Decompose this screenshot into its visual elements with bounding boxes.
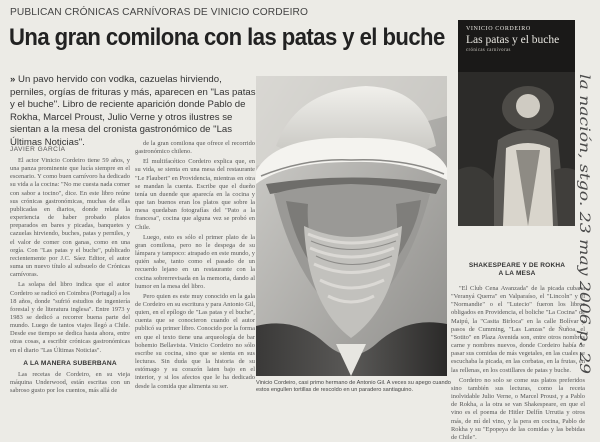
section-subhead: A LA MANERA SUBERBANA [23,359,117,367]
body-paragraph: El multifacético Cordeiro explica que, en su vida, se sienta en una mesa del restaurante "Le Flaubert" en Providencia, mientras en otra se mandan la cuenta. Escribe que el dueño tenía un duende que aparecía en la cocina y que tan buenos eran los platos que sobre la mesa quedaban fotografías del "Pato a la francesa", cocina que alguna vez se probó en Chile. [135,158,255,231]
lead-marker: » [10,74,19,85]
body-column-1 [10,157,130,400]
author-photo-image [256,76,447,376]
body-paragraph: El actor Vinicio Cordeiro tiene 59 años, y una panza prominente que lucía siempre en el escenario. Y como buen carnívoro ha dedicado su vida a la cocina: "No me cuesta nada comer con sabor a tocino", dice. En este libro reúne sus crónicas gastronómicas, muchas de ellas publicadas en diarios, donde relata la experiencia de haber probado platos preparados en bares y picadas, banquetes y cazuelas hirviendo, buches, patas y perniles, y el valor de comer con ganas, como en una orgía. Con "Las patas y el buche", publicado recientemente por J.C. Sáez Editor, el autor suma un nuevo título al subsuelo de Crónicas carnívoras. [10,157,130,279]
handwritten-note [556,70,596,380]
handwritten-note-text: la nación, stgo. 23 may 2006 p. 29 [576,74,592,310]
lead-text: Un pavo hervido con vodka, cazuelas hirviendo, perniles, orgías de frituras y más, aparecen en "Las patas y el buche". Libro de reciente aparición donde Pablo de Rokha, Marcel Proust, Julio Verne y otros ilustres se sientan a la mesa del cronista gastronómico de "Las Últimas Noticias". [10,74,256,148]
sidebar-paragraph: "El Club Cena Avanzada" de la picada cubana "Veranyá Querra" en Valparaíso, el "Lincoln" y el "Normandie" o el "Lutecio" fueron los libros obligados en Providencia, el boliche "La Cocina" de Maipú, la "Casita Birloca" en la calle Bolívar y pasos de Cumming, "Las Lanzas" de Ñuñoa, el "Sotito" en Plaza Avenida son, entre otros nombres carne y nombres nuevos, donde Cordeiro había de pasar sus comidas de más vegetales, en las cuales se escuchaba la picada, en las corbatas, en la frutas, en las rellenas, en los costillares de patas y buche. [451,285,585,374]
body-paragraph: de la gran comilona que ofrece el recorrido gastronómico chileno. [135,140,255,156]
book-title-block [466,26,571,53]
byline: JAVIER GARCÍA [10,146,66,153]
sidebar-heading: SHAKESPEARE Y DE ROKHA A LA MESA [468,262,566,277]
headline: Una gran comilona con las patas y el buche [9,24,445,51]
book-author: VINICIO CORDEIRO [466,26,531,32]
body-paragraph: Pero quien es este muy conocido en la gala de Cordeiro en su escritura y para Antonio Gil, quien, en el epílogo de "Las patas y el buche", cuenta que se conocieron cuando el autor publicó su primer libro. Conocido por la forma en que el texto tiene una arqueología de bar bohemio Bellavista. Vinicio Cordeiro no sólo escribe su cocina, sino que se sienta en sus lecturas. Sin duda que la historia de su estómago y su corazón laten bajo en el interior, y si los afectos que le ha dedicado desde la comida que alimenta su ser. [135,292,255,390]
body-column-2 [135,140,255,400]
body-paragraph: Las recetas de Cordeiro, en su vieja máquina Underwood, están escritas con un sabroso gusto por los cuentos, más allá de [10,370,130,395]
sidebar-paragraph: Cordeiro no solo se come sus platos preferidos sino también sus lecturas, como la receta inolvidable Julio Verne, o Marcel Proust, y a Pablo de Rokha, a la otra se van Shakespeare, en que el vino es el poema de Hitler Delfín Urrutia y otros más, de mí del vino, y la pera en cocina, Pablo de Rokha y su "Epopeya de las comidas y las bebidas de Chile". [451,376,585,441]
body-paragraph: La solapa del libro indica que el autor Cordeiro se radicó en Coimbra (Portugal) a los 18 años, donde "sufrió estudios de ingeniería forestal y de literatura inglesa". Entre 1973 y 1983 se dedicó a recorrer buena parte del mundo. Luego de tantos viajes llegó a Chile. Desde ese tiempo se dedica hasta ahora, entre otras cosas, a escribir crónicas gastronómicas en el diario "Las Últimas Noticias". [10,281,130,354]
book-title: Las patas y el buche [466,34,560,46]
author-photo [256,76,447,376]
photo-caption: Vinicio Cordeiro, casi primo hermano de Antonio Gil. A veces su apego cuando estos engullen tortillas de rescoldo en un paradero santiaguino. [256,380,451,393]
lead-paragraph [10,74,256,150]
body-paragraph: Luego, esto es sólo el primer plato de la gran comilona, pero no le despega de su lámpara y tampoco: atrapado en este mundo, y quién sabe, tanto como el pasado de un recuerdo lejano en un restaurante con la cocina sobrerrevisada en la memoria, dando al humor en la mesa del libro. [135,233,255,290]
kicker: PUBLICAN CRÓNICAS CARNÍVORAS DE VINICIO CORDEIRO [10,7,309,18]
book-subtitle: crónicas carnívoras [466,48,511,53]
